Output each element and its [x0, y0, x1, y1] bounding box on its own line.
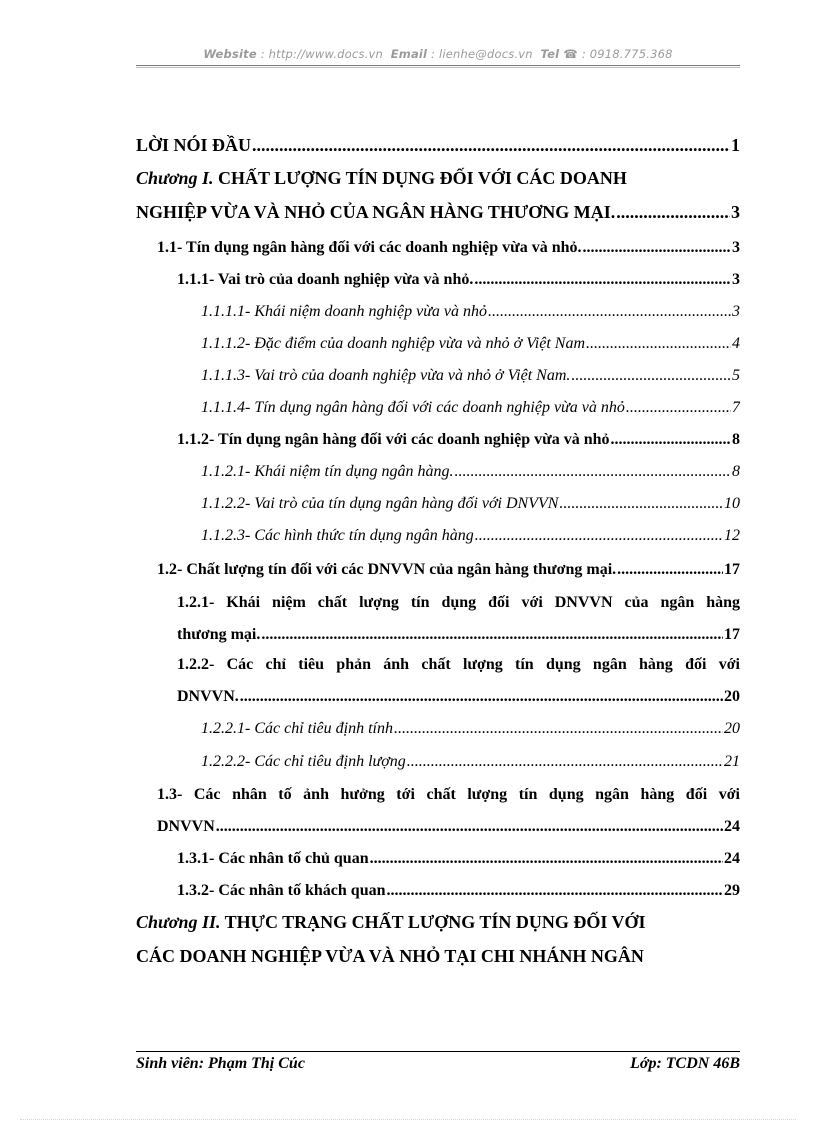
footer-rule: [136, 1051, 740, 1052]
toc-entry-1-3-line1[interactable]: 1.3- Các nhân tố ảnh hưởng tới chất lượng tín dụng ngân hàng đối với: [157, 786, 740, 803]
header-rule-secondary: [136, 67, 740, 68]
website-label: Website: [203, 47, 257, 61]
toc-entry-1-1[interactable]: 1.1- Tín dụng ngân hàng đối với các doanh nghiệp vừa và nhỏ. ..... 3: [157, 239, 740, 257]
toc-entry-1-2-1-line1[interactable]: 1.2.1- Khái niệm chất lượng tín dụng đối với DNVVN của ngân hàng: [177, 594, 740, 611]
toc-entry-1-2[interactable]: 1.2- Chất lượng tín đối với các DNVVN của ngân hàng thương mại. ..... 17: [157, 561, 740, 579]
toc-entry-1-2-2-line2[interactable]: DNVVN. ..... 20: [177, 688, 740, 706]
toc-entry-1-2-2-line1[interactable]: 1.2.2- Các chỉ tiêu phản ánh chất lượng tín dụng ngân hàng đối với: [177, 656, 740, 673]
chapter-1-label: Chương I.: [136, 168, 214, 188]
toc-chapter-1-line1[interactable]: [136, 168, 627, 189]
page-footer: [136, 1055, 740, 1073]
toc-entry-intro[interactable]: LỜI NÓI ĐẦU ..... 1: [136, 135, 740, 156]
toc-entry-1-1-1-1[interactable]: 1.1.1.1- Khái niệm doanh nghiệp vừa và nhỏ ..... 3: [201, 303, 740, 321]
email-label: Email: [390, 47, 428, 61]
toc-entry-1-1-2-2[interactable]: 1.1.2.2- Vai trò của tín dụng ngân hàng đối với DNVVN ..... 10: [201, 495, 740, 513]
toc-entry-1-2-2-2[interactable]: 1.2.2.2- Các chỉ tiêu định lượng ..... 21: [201, 753, 740, 771]
toc-chapter-2-line2[interactable]: CÁC DOANH NGHIỆP VỪA VÀ NHỎ TẠI CHI NHÁNH NGÂN: [136, 946, 644, 966]
toc-entry-1-1-2-1[interactable]: 1.1.2.1- Khái niệm tín dụng ngân hàng. ..... 8: [201, 463, 740, 481]
website-value[interactable]: : http://www.docs.vn: [260, 47, 383, 61]
toc-entry-1-1-1-2[interactable]: 1.1.1.2- Đặc điểm của doanh nghiệp vừa và nhỏ ở Việt Nam ..... 4: [201, 335, 740, 353]
toc-chapter-1-line2[interactable]: NGHIỆP VỪA VÀ NHỎ CỦA NGÂN HÀNG THƯƠNG MẠI. ..... 3: [136, 202, 740, 223]
toc-chapter-2-line1[interactable]: [136, 912, 646, 933]
toc-entry-1-1-2[interactable]: 1.1.2- Tín dụng ngân hàng đối với các doanh nghiệp vừa và nhỏ ..... 8: [177, 431, 740, 449]
toc-entry-1-3-2[interactable]: 1.3.2- Các nhân tố khách quan ..... 29: [177, 882, 740, 900]
footer-class: Lớp: TCDN 46B: [630, 1055, 740, 1072]
page-edge-dotted-line: [20, 1119, 796, 1120]
toc-entry-1-2-1-line2[interactable]: thương mại. ..... 17: [177, 626, 740, 644]
chapter-2-title-line1: THỰC TRẠNG CHẤT LƯỢNG TÍN DỤNG ĐỐI VỚI: [224, 912, 646, 932]
tel-label: Tel ☎: [540, 47, 578, 61]
toc-entry-1-1-1-4[interactable]: 1.1.1.4- Tín dụng ngân hàng đối với các doanh nghiệp vừa và nhỏ ..... 7: [201, 399, 740, 417]
toc-entry-1-1-1-3[interactable]: 1.1.1.3- Vai trò của doanh nghiệp vừa và nhỏ ở Việt Nam. ..... 5: [201, 367, 740, 385]
chapter-1-title-line1: CHẤT LƯỢNG TÍN DỤNG ĐỐI VỚI CÁC DOANH: [217, 168, 627, 188]
header-rule: [136, 65, 740, 66]
toc-entry-1-3-line2[interactable]: DNVVN ..... 24: [157, 818, 740, 836]
page-header: [136, 47, 740, 61]
chapter-2-label: Chương II.: [136, 912, 221, 932]
footer-student: Sinh viên: Phạm Thị Cúc: [136, 1055, 305, 1072]
email-value[interactable]: : lienhe@docs.vn: [431, 47, 533, 61]
toc-entry-1-1-1[interactable]: 1.1.1- Vai trò của doanh nghiệp vừa và nhỏ. ..... 3: [177, 271, 740, 289]
toc-entry-1-3-1[interactable]: 1.3.1- Các nhân tố chủ quan ..... 24: [177, 850, 740, 868]
toc-entry-1-2-2-1[interactable]: 1.2.2.1- Các chỉ tiêu định tính ..... 20: [201, 720, 740, 738]
toc-entry-1-1-2-3[interactable]: 1.1.2.3- Các hình thức tín dụng ngân hàng ..... 12: [201, 527, 740, 545]
tel-value: : 0918.775.368: [581, 47, 673, 61]
